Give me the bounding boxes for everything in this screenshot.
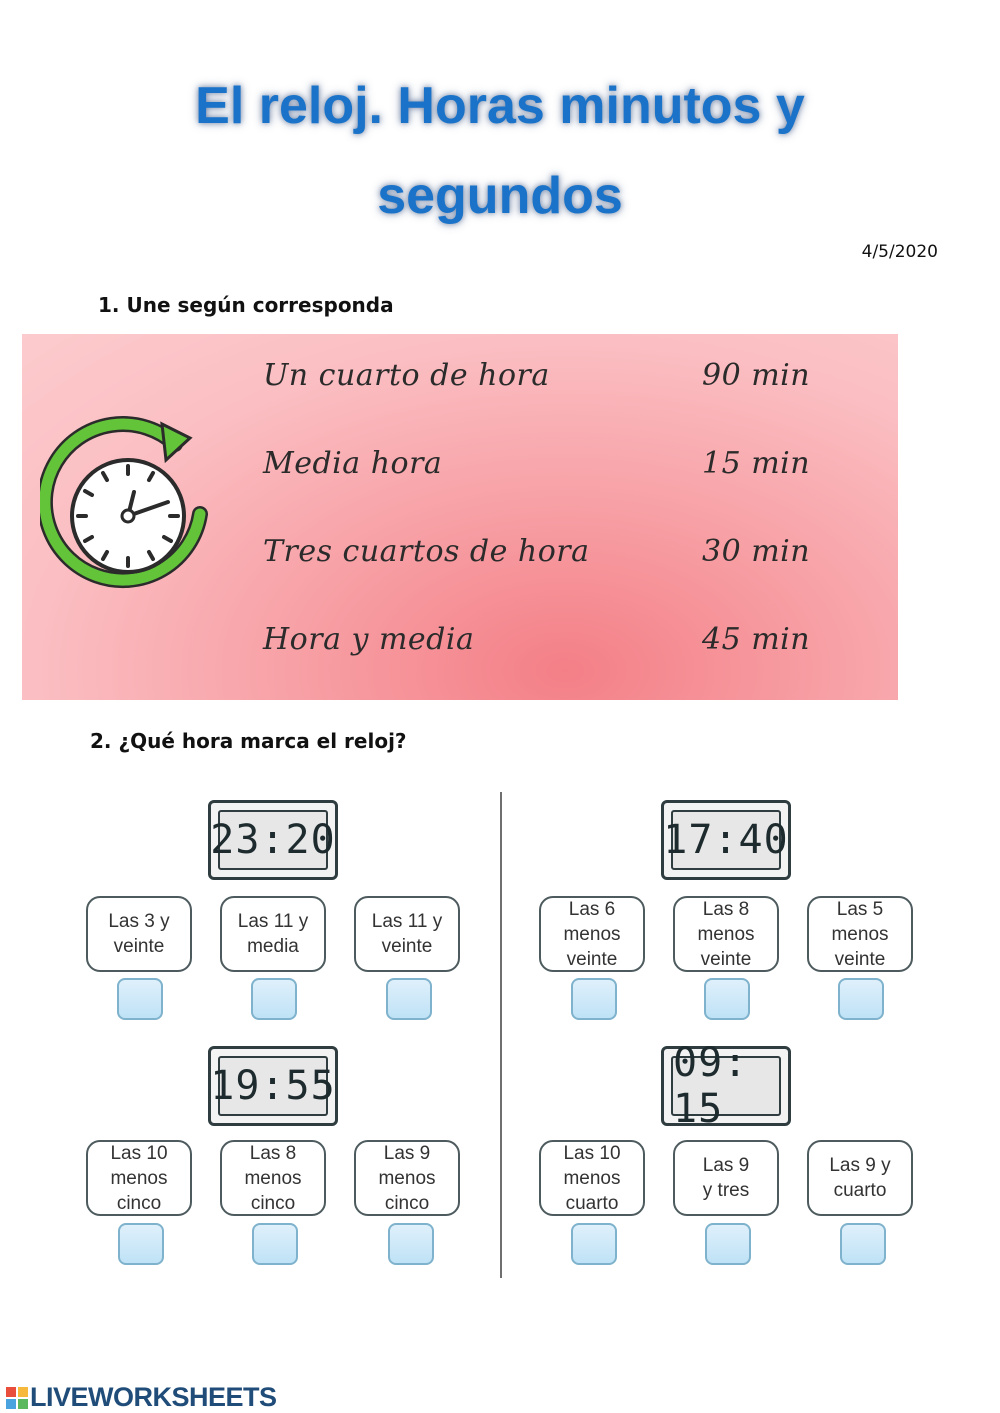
option-1-1: Las 3 y veinte xyxy=(86,896,192,972)
clock-time: 23:20 xyxy=(218,810,328,870)
matching-panel xyxy=(22,334,898,700)
option-2-3: Las 5 menos veinte xyxy=(807,896,913,972)
option-3-2: Las 8 menos cinco xyxy=(220,1140,326,1216)
checkbox-2-3[interactable] xyxy=(838,978,884,1020)
checkbox-3-1[interactable] xyxy=(118,1223,164,1265)
match-left-4[interactable]: Hora y media xyxy=(263,622,475,657)
checkbox-1-1[interactable] xyxy=(117,978,163,1020)
match-right-3[interactable]: 30 min xyxy=(702,534,811,569)
clock-time: 17:40 xyxy=(671,810,781,870)
digital-clock-4 xyxy=(661,1040,791,1132)
option-3-1: Las 10 menos cinco xyxy=(86,1140,192,1216)
match-left-1[interactable]: Un cuarto de hora xyxy=(263,358,550,393)
brand-logo xyxy=(6,1382,277,1413)
match-left-3[interactable]: Tres cuartos de hora xyxy=(263,534,590,569)
checkbox-4-2[interactable] xyxy=(705,1223,751,1265)
column-divider xyxy=(500,792,502,1278)
match-left-2[interactable]: Media hora xyxy=(263,446,443,481)
clock-time: 19:55 xyxy=(218,1056,328,1116)
page-title-line-1: El reloj. Horas minutos y xyxy=(195,77,805,135)
checkbox-3-3[interactable] xyxy=(388,1223,434,1265)
digital-clock-3 xyxy=(208,1046,338,1126)
checkbox-4-1[interactable] xyxy=(571,1223,617,1265)
brand-name: LIVEWORKSHEETS xyxy=(30,1382,277,1412)
checkbox-1-2[interactable] xyxy=(251,978,297,1020)
option-2-2: Las 8 menos veinte xyxy=(673,896,779,972)
checkbox-1-3[interactable] xyxy=(386,978,432,1020)
option-4-1: Las 10 menos cuarto xyxy=(539,1140,645,1216)
match-right-2[interactable]: 15 min xyxy=(702,446,811,481)
stopwatch-icon xyxy=(40,404,220,594)
page-title-line-2: segundos xyxy=(377,167,623,225)
checkbox-4-3[interactable] xyxy=(840,1223,886,1265)
option-4-2: Las 9 y tres xyxy=(673,1140,779,1216)
checkbox-3-2[interactable] xyxy=(252,1223,298,1265)
checkbox-2-1[interactable] xyxy=(571,978,617,1020)
liveworksheets-logo-icon xyxy=(6,1387,28,1409)
match-right-1[interactable]: 90 min xyxy=(702,358,811,393)
date: 4/5/2020 xyxy=(861,242,938,262)
question-2: 2. ¿Qué hora marca el reloj? xyxy=(90,729,407,753)
match-right-4[interactable]: 45 min xyxy=(702,622,811,657)
question-1: 1. Une según corresponda xyxy=(98,293,394,317)
option-2-1: Las 6 menos veinte xyxy=(539,896,645,972)
option-3-3: Las 9 menos cinco xyxy=(354,1140,460,1216)
checkbox-2-2[interactable] xyxy=(704,978,750,1020)
digital-clock-1 xyxy=(208,800,338,880)
option-1-2: Las 11 y media xyxy=(220,896,326,972)
option-1-3: Las 11 y veinte xyxy=(354,896,460,972)
option-4-3: Las 9 y cuarto xyxy=(807,1140,913,1216)
clock-time: 09: 15 xyxy=(671,1056,781,1116)
digital-clock-2 xyxy=(661,800,791,880)
